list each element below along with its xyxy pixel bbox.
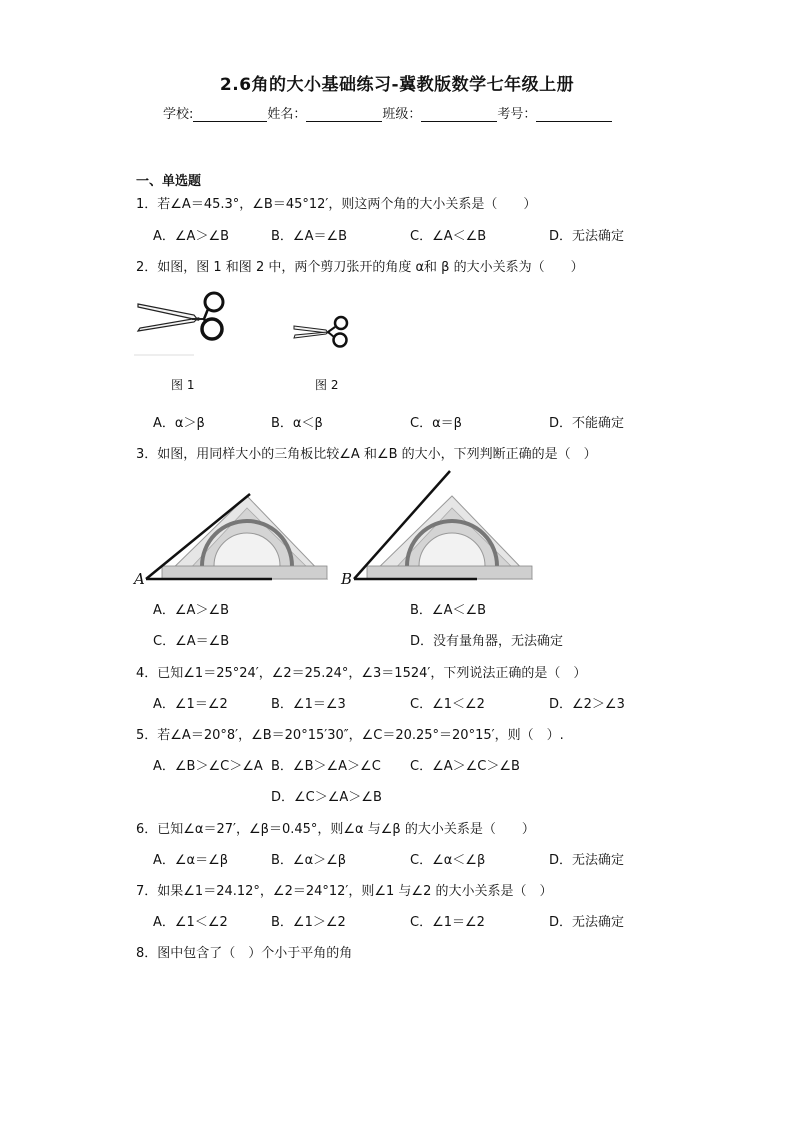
q7-option-c[interactable]: C．∠1＝∠2: [410, 915, 485, 930]
question-1: 1．若∠A＝45.3°，∠B＝45°12′，则这两个角的大小关系是（ ）: [136, 197, 537, 212]
class-label: 班级：: [382, 107, 422, 122]
q1-option-c[interactable]: C．∠A＜∠B: [410, 229, 487, 244]
set-square-protractor-icon: [132, 466, 542, 590]
section-heading: 一、单选题: [136, 174, 202, 189]
q3-option-b[interactable]: B．∠A＜∠B: [410, 603, 487, 618]
q2-option-b[interactable]: B．α＜β: [271, 416, 323, 431]
q6-option-d[interactable]: D．无法确定: [549, 853, 625, 868]
q6-option-a[interactable]: A．∠α＝∠β: [153, 853, 229, 868]
name-blank[interactable]: [306, 108, 382, 122]
q4-option-b[interactable]: B．∠1＝∠3: [271, 697, 346, 712]
q4-option-d[interactable]: D．∠2＞∠3: [549, 697, 625, 712]
school-label: 学校:: [163, 107, 194, 122]
q2-option-c[interactable]: C．α＝β: [410, 416, 462, 431]
question-3: 3．如图，用同样大小的三角板比较∠A 和∠B 的大小，下列判断正确的是（ ）: [136, 447, 597, 462]
q1-option-d[interactable]: D．无法确定: [549, 229, 625, 244]
q5-option-b[interactable]: B．∠B＞∠A＞∠C: [271, 759, 381, 774]
q7-option-d[interactable]: D．无法确定: [549, 915, 625, 930]
question-7: 7．如果∠1＝24.12°，∠2＝24°12′，则∠1 与∠2 的大小关系是（ ）: [136, 884, 553, 899]
q2-option-d[interactable]: D．不能确定: [549, 416, 625, 431]
q1-option-a[interactable]: A．∠A＞∠B: [153, 229, 230, 244]
q6-option-b[interactable]: B．∠α＞∠β: [271, 853, 347, 868]
figure-1-caption: 图 1: [171, 378, 195, 392]
q5-option-a[interactable]: A．∠B＞∠C＞∠A: [153, 759, 263, 774]
q3-option-c[interactable]: C．∠A＝∠B: [153, 634, 230, 649]
school-blank[interactable]: [193, 108, 267, 122]
student-info: [163, 103, 612, 122]
set-square-figure: [132, 466, 542, 590]
q7-option-a[interactable]: A．∠1＜∠2: [153, 915, 228, 930]
question-6: 6．已知∠α＝27′，∠β＝0.45°，则∠α 与∠β 的大小关系是（ ）: [136, 822, 535, 837]
q4-option-a[interactable]: A．∠1＝∠2: [153, 697, 228, 712]
question-5: 5．若∠A＝20°8′，∠B＝20°15′30″，∠C＝20.25°＝20°15′，则（ ）.: [136, 728, 564, 743]
q4-option-c[interactable]: C．∠1＜∠2: [410, 697, 485, 712]
page-title: 2.6角的大小基础练习-冀教版数学七年级上册: [219, 75, 575, 95]
angle-b-label: B: [341, 570, 353, 588]
question-2: 2．如图，图 1 和图 2 中，两个剪刀张开的角度 α和 β 的大小关系为（ ）: [136, 260, 584, 275]
q7-option-b[interactable]: B．∠1＞∠2: [271, 915, 346, 930]
question-4: 4．已知∠1＝25°24′，∠2＝25.24°，∠3＝1524′，下列说法正确的是（ ）: [136, 666, 587, 681]
class-blank[interactable]: [421, 108, 497, 122]
number-blank[interactable]: [536, 108, 612, 122]
name-label: 姓名：: [267, 107, 307, 122]
number-label: 考号：: [497, 107, 537, 122]
q1-option-b[interactable]: B．∠A＝∠B: [271, 229, 348, 244]
q6-option-c[interactable]: C．∠α＜∠β: [410, 853, 486, 868]
q2-option-a[interactable]: A．α＞β: [153, 416, 205, 431]
q5-option-d[interactable]: D．∠C＞∠A＞∠B: [271, 790, 382, 805]
q5-option-c[interactable]: C．∠A＞∠C＞∠B: [410, 759, 520, 774]
q3-option-a[interactable]: A．∠A＞∠B: [153, 603, 230, 618]
q3-option-d[interactable]: D．没有量角器，无法确定: [410, 634, 564, 649]
angle-a-label: A: [134, 570, 145, 588]
question-8: 8．图中包含了（ ）个小于平角的角: [136, 946, 353, 961]
figure-2-caption: 图 2: [315, 378, 339, 392]
scissors-figure: [134, 285, 356, 395]
